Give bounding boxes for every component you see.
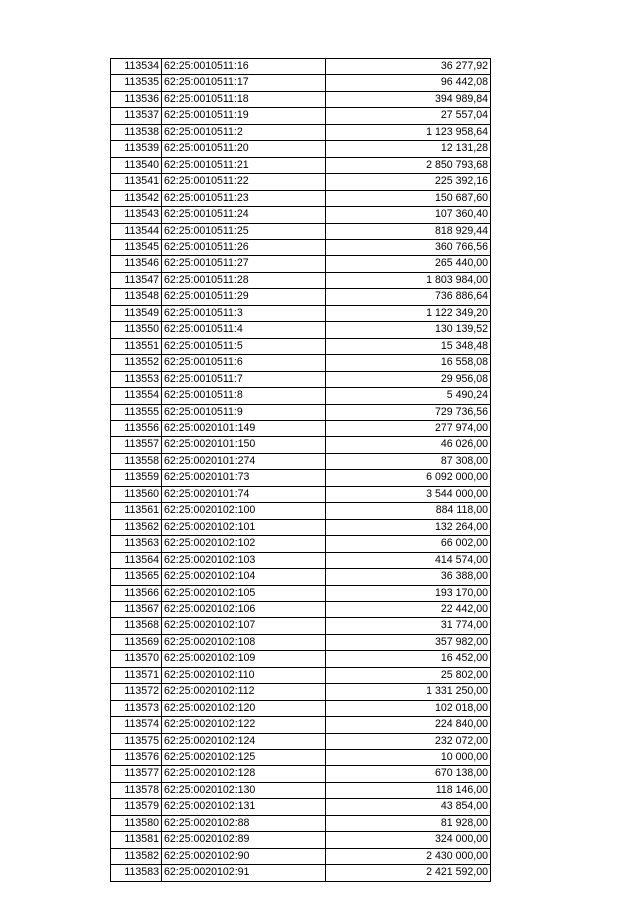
- cadastral-value-cell: 232 072,00: [326, 733, 491, 749]
- row-number-cell: 113577: [111, 766, 162, 782]
- cadastral-value-cell: 46 026,00: [326, 437, 491, 453]
- cadastral-number-cell: 62:25:0020102:124: [162, 733, 326, 749]
- table-row: [111, 799, 491, 815]
- table-row: [111, 750, 491, 766]
- cadastral-value-cell: 5 490,24: [326, 388, 491, 404]
- cadastral-number-cell: 62:25:0010511:16: [162, 59, 326, 75]
- table-row: [111, 91, 491, 107]
- row-number-cell: 113540: [111, 157, 162, 173]
- row-number-cell: 113561: [111, 503, 162, 519]
- table-row: [111, 782, 491, 798]
- row-number-cell: 113557: [111, 437, 162, 453]
- cadastral-value-cell: 81 928,00: [326, 815, 491, 831]
- cadastral-value-cell: 25 802,00: [326, 667, 491, 683]
- table-row: [111, 108, 491, 124]
- table-row: [111, 585, 491, 601]
- table-row: [111, 453, 491, 469]
- cadastral-value-cell: 1 123 958,64: [326, 124, 491, 140]
- table-row: [111, 404, 491, 420]
- cadastral-number-cell: 62:25:0020102:125: [162, 750, 326, 766]
- cadastral-value-cell: 6 092 000,00: [326, 470, 491, 486]
- cadastral-value-cell: 102 018,00: [326, 700, 491, 716]
- row-number-cell: 113536: [111, 91, 162, 107]
- row-number-cell: 113548: [111, 289, 162, 305]
- row-number-cell: 113553: [111, 371, 162, 387]
- cadastral-number-cell: 62:25:0020102:102: [162, 536, 326, 552]
- row-number-cell: 113578: [111, 782, 162, 798]
- cadastral-value-cell: 22 442,00: [326, 601, 491, 617]
- table-row: [111, 371, 491, 387]
- cadastral-value-cell: 96 442,08: [326, 75, 491, 91]
- cadastral-number-cell: 62:25:0010511:5: [162, 338, 326, 354]
- table-row: [111, 848, 491, 864]
- cadastral-number-cell: 62:25:0010511:24: [162, 207, 326, 223]
- table-row: [111, 388, 491, 404]
- cadastral-value-cell: 225 392,16: [326, 174, 491, 190]
- cadastral-number-cell: 62:25:0010511:21: [162, 157, 326, 173]
- row-number-cell: 113558: [111, 453, 162, 469]
- cadastral-value-cell: 414 574,00: [326, 552, 491, 568]
- row-number-cell: 113563: [111, 536, 162, 552]
- table-row: [111, 355, 491, 371]
- cadastral-value-cell: 27 557,04: [326, 108, 491, 124]
- row-number-cell: 113547: [111, 272, 162, 288]
- table-row: [111, 75, 491, 91]
- table-row: [111, 256, 491, 272]
- cadastral-value-cell: 118 146,00: [326, 782, 491, 798]
- table-row: [111, 486, 491, 502]
- cadastral-number-cell: 62:25:0020102:131: [162, 799, 326, 815]
- cadastral-number-cell: 62:25:0020102:91: [162, 865, 326, 881]
- cadastral-number-cell: 62:25:0020101:149: [162, 420, 326, 436]
- cadastral-number-cell: 62:25:0010511:23: [162, 190, 326, 206]
- table-row: [111, 601, 491, 617]
- cadastral-number-cell: 62:25:0020102:130: [162, 782, 326, 798]
- table-row: [111, 815, 491, 831]
- cadastral-number-cell: 62:25:0020102:108: [162, 634, 326, 650]
- table-row: [111, 552, 491, 568]
- table-row: [111, 59, 491, 75]
- table-row: [111, 832, 491, 848]
- table-row: [111, 700, 491, 716]
- row-number-cell: 113573: [111, 700, 162, 716]
- row-number-cell: 113568: [111, 618, 162, 634]
- row-number-cell: 113570: [111, 651, 162, 667]
- table-row: [111, 124, 491, 140]
- cadastral-number-cell: 62:25:0020102:122: [162, 717, 326, 733]
- cadastral-number-cell: 62:25:0010511:7: [162, 371, 326, 387]
- cadastral-value-cell: 3 544 000,00: [326, 486, 491, 502]
- cadastral-value-cell: 29 956,08: [326, 371, 491, 387]
- table-row: [111, 239, 491, 255]
- cadastral-number-cell: 62:25:0010511:20: [162, 141, 326, 157]
- row-number-cell: 113544: [111, 223, 162, 239]
- row-number-cell: 113579: [111, 799, 162, 815]
- row-number-cell: 113583: [111, 865, 162, 881]
- cadastral-number-cell: 62:25:0020102:120: [162, 700, 326, 716]
- row-number-cell: 113555: [111, 404, 162, 420]
- row-number-cell: 113576: [111, 750, 162, 766]
- cadastral-number-cell: 62:25:0020101:73: [162, 470, 326, 486]
- cadastral-value-cell: 736 886,64: [326, 289, 491, 305]
- row-number-cell: 113542: [111, 190, 162, 206]
- table-body: [111, 59, 491, 882]
- row-number-cell: 113560: [111, 486, 162, 502]
- table-row: [111, 865, 491, 881]
- table-row: [111, 733, 491, 749]
- cadastral-value-cell: 36 277,92: [326, 59, 491, 75]
- cadastral-value-cell: 357 982,00: [326, 634, 491, 650]
- cadastral-number-cell: 62:25:0020102:112: [162, 684, 326, 700]
- cadastral-value-cell: 87 308,00: [326, 453, 491, 469]
- row-number-cell: 113566: [111, 585, 162, 601]
- table-row: [111, 141, 491, 157]
- table-row: [111, 338, 491, 354]
- row-number-cell: 113537: [111, 108, 162, 124]
- cadastral-value-cell: 193 170,00: [326, 585, 491, 601]
- row-number-cell: 113572: [111, 684, 162, 700]
- table-row: [111, 684, 491, 700]
- cadastral-number-cell: 62:25:0020102:107: [162, 618, 326, 634]
- row-number-cell: 113565: [111, 569, 162, 585]
- table-row: [111, 618, 491, 634]
- cadastral-value-cell: 10 000,00: [326, 750, 491, 766]
- row-number-cell: 113552: [111, 355, 162, 371]
- table-row: [111, 766, 491, 782]
- row-number-cell: 113541: [111, 174, 162, 190]
- cadastral-value-cell: 818 929,44: [326, 223, 491, 239]
- table-row: [111, 322, 491, 338]
- cadastral-value-cell: 277 974,00: [326, 420, 491, 436]
- row-number-cell: 113546: [111, 256, 162, 272]
- table-row: [111, 272, 491, 288]
- cadastral-number-cell: 62:25:0010511:8: [162, 388, 326, 404]
- table-row: [111, 667, 491, 683]
- cadastral-number-cell: 62:25:0010511:17: [162, 75, 326, 91]
- cadastral-value-cell: 15 348,48: [326, 338, 491, 354]
- cadastral-value-cell: 31 774,00: [326, 618, 491, 634]
- cadastral-number-cell: 62:25:0010511:3: [162, 305, 326, 321]
- row-number-cell: 113582: [111, 848, 162, 864]
- table-row: [111, 174, 491, 190]
- cadastral-number-cell: 62:25:0020101:74: [162, 486, 326, 502]
- row-number-cell: 113562: [111, 519, 162, 535]
- cadastral-value-cell: 360 766,56: [326, 239, 491, 255]
- cadastral-number-cell: 62:25:0010511:2: [162, 124, 326, 140]
- row-number-cell: 113559: [111, 470, 162, 486]
- cadastral-number-cell: 62:25:0020101:274: [162, 453, 326, 469]
- cadastral-value-cell: 265 440,00: [326, 256, 491, 272]
- cadastral-value-cell: 729 736,56: [326, 404, 491, 420]
- cadastral-value-cell: 1 331 250,00: [326, 684, 491, 700]
- table-row: [111, 437, 491, 453]
- row-number-cell: 113543: [111, 207, 162, 223]
- table-row: [111, 717, 491, 733]
- cadastral-number-cell: 62:25:0010511:9: [162, 404, 326, 420]
- cadastral-number-cell: 62:25:0020102:103: [162, 552, 326, 568]
- cadastral-number-cell: 62:25:0020102:105: [162, 585, 326, 601]
- table-row: [111, 536, 491, 552]
- cadastral-value-cell: 36 388,00: [326, 569, 491, 585]
- table-row: [111, 470, 491, 486]
- cadastral-value-cell: 107 360,40: [326, 207, 491, 223]
- table-row: [111, 190, 491, 206]
- row-number-cell: 113534: [111, 59, 162, 75]
- table-row: [111, 420, 491, 436]
- cadastral-value-cell: 150 687,60: [326, 190, 491, 206]
- cadastral-number-cell: 62:25:0020102:128: [162, 766, 326, 782]
- cadastral-value-cell: 2 430 000,00: [326, 848, 491, 864]
- row-number-cell: 113574: [111, 717, 162, 733]
- row-number-cell: 113551: [111, 338, 162, 354]
- cadastral-number-cell: 62:25:0020102:109: [162, 651, 326, 667]
- cadastral-number-cell: 62:25:0020101:150: [162, 437, 326, 453]
- cadastral-value-cell: 130 139,52: [326, 322, 491, 338]
- cadastral-number-cell: 62:25:0010511:6: [162, 355, 326, 371]
- cadastral-value-cell: 43 854,00: [326, 799, 491, 815]
- table-row: [111, 519, 491, 535]
- row-number-cell: 113545: [111, 239, 162, 255]
- cadastral-value-table: [110, 58, 491, 882]
- cadastral-value-cell: 224 840,00: [326, 717, 491, 733]
- row-number-cell: 113550: [111, 322, 162, 338]
- cadastral-value-cell: 16 558,08: [326, 355, 491, 371]
- cadastral-value-cell: 12 131,28: [326, 141, 491, 157]
- table-row: [111, 503, 491, 519]
- cadastral-number-cell: 62:25:0020102:110: [162, 667, 326, 683]
- table-row: [111, 569, 491, 585]
- cadastral-number-cell: 62:25:0010511:19: [162, 108, 326, 124]
- table-row: [111, 223, 491, 239]
- row-number-cell: 113564: [111, 552, 162, 568]
- cadastral-number-cell: 62:25:0010511:18: [162, 91, 326, 107]
- cadastral-number-cell: 62:25:0010511:28: [162, 272, 326, 288]
- cadastral-value-cell: 66 002,00: [326, 536, 491, 552]
- cadastral-value-cell: 1 122 349,20: [326, 305, 491, 321]
- row-number-cell: 113580: [111, 815, 162, 831]
- cadastral-number-cell: 62:25:0020102:88: [162, 815, 326, 831]
- row-number-cell: 113575: [111, 733, 162, 749]
- row-number-cell: 113581: [111, 832, 162, 848]
- row-number-cell: 113571: [111, 667, 162, 683]
- cadastral-value-cell: 2 850 793,68: [326, 157, 491, 173]
- row-number-cell: 113556: [111, 420, 162, 436]
- table-row: [111, 305, 491, 321]
- table-row: [111, 289, 491, 305]
- cadastral-value-cell: 2 421 592,00: [326, 865, 491, 881]
- cadastral-number-cell: 62:25:0020102:90: [162, 848, 326, 864]
- cadastral-value-cell: 1 803 984,00: [326, 272, 491, 288]
- cadastral-number-cell: 62:25:0010511:29: [162, 289, 326, 305]
- table-row: [111, 634, 491, 650]
- cadastral-number-cell: 62:25:0020102:104: [162, 569, 326, 585]
- cadastral-value-cell: 670 138,00: [326, 766, 491, 782]
- cadastral-number-cell: 62:25:0020102:89: [162, 832, 326, 848]
- cadastral-number-cell: 62:25:0020102:106: [162, 601, 326, 617]
- cadastral-number-cell: 62:25:0010511:27: [162, 256, 326, 272]
- cadastral-value-cell: 16 452,00: [326, 651, 491, 667]
- row-number-cell: 113538: [111, 124, 162, 140]
- cadastral-number-cell: 62:25:0010511:26: [162, 239, 326, 255]
- table-row: [111, 157, 491, 173]
- row-number-cell: 113549: [111, 305, 162, 321]
- row-number-cell: 113554: [111, 388, 162, 404]
- table-row: [111, 207, 491, 223]
- cadastral-value-cell: 884 118,00: [326, 503, 491, 519]
- row-number-cell: 113567: [111, 601, 162, 617]
- row-number-cell: 113535: [111, 75, 162, 91]
- cadastral-number-cell: 62:25:0020102:100: [162, 503, 326, 519]
- table-row: [111, 651, 491, 667]
- cadastral-value-cell: 324 000,00: [326, 832, 491, 848]
- cadastral-value-cell: 394 989,84: [326, 91, 491, 107]
- cadastral-number-cell: 62:25:0010511:22: [162, 174, 326, 190]
- cadastral-number-cell: 62:25:0010511:25: [162, 223, 326, 239]
- cadastral-value-cell: 132 264,00: [326, 519, 491, 535]
- row-number-cell: 113569: [111, 634, 162, 650]
- cadastral-number-cell: 62:25:0010511:4: [162, 322, 326, 338]
- row-number-cell: 113539: [111, 141, 162, 157]
- cadastral-number-cell: 62:25:0020102:101: [162, 519, 326, 535]
